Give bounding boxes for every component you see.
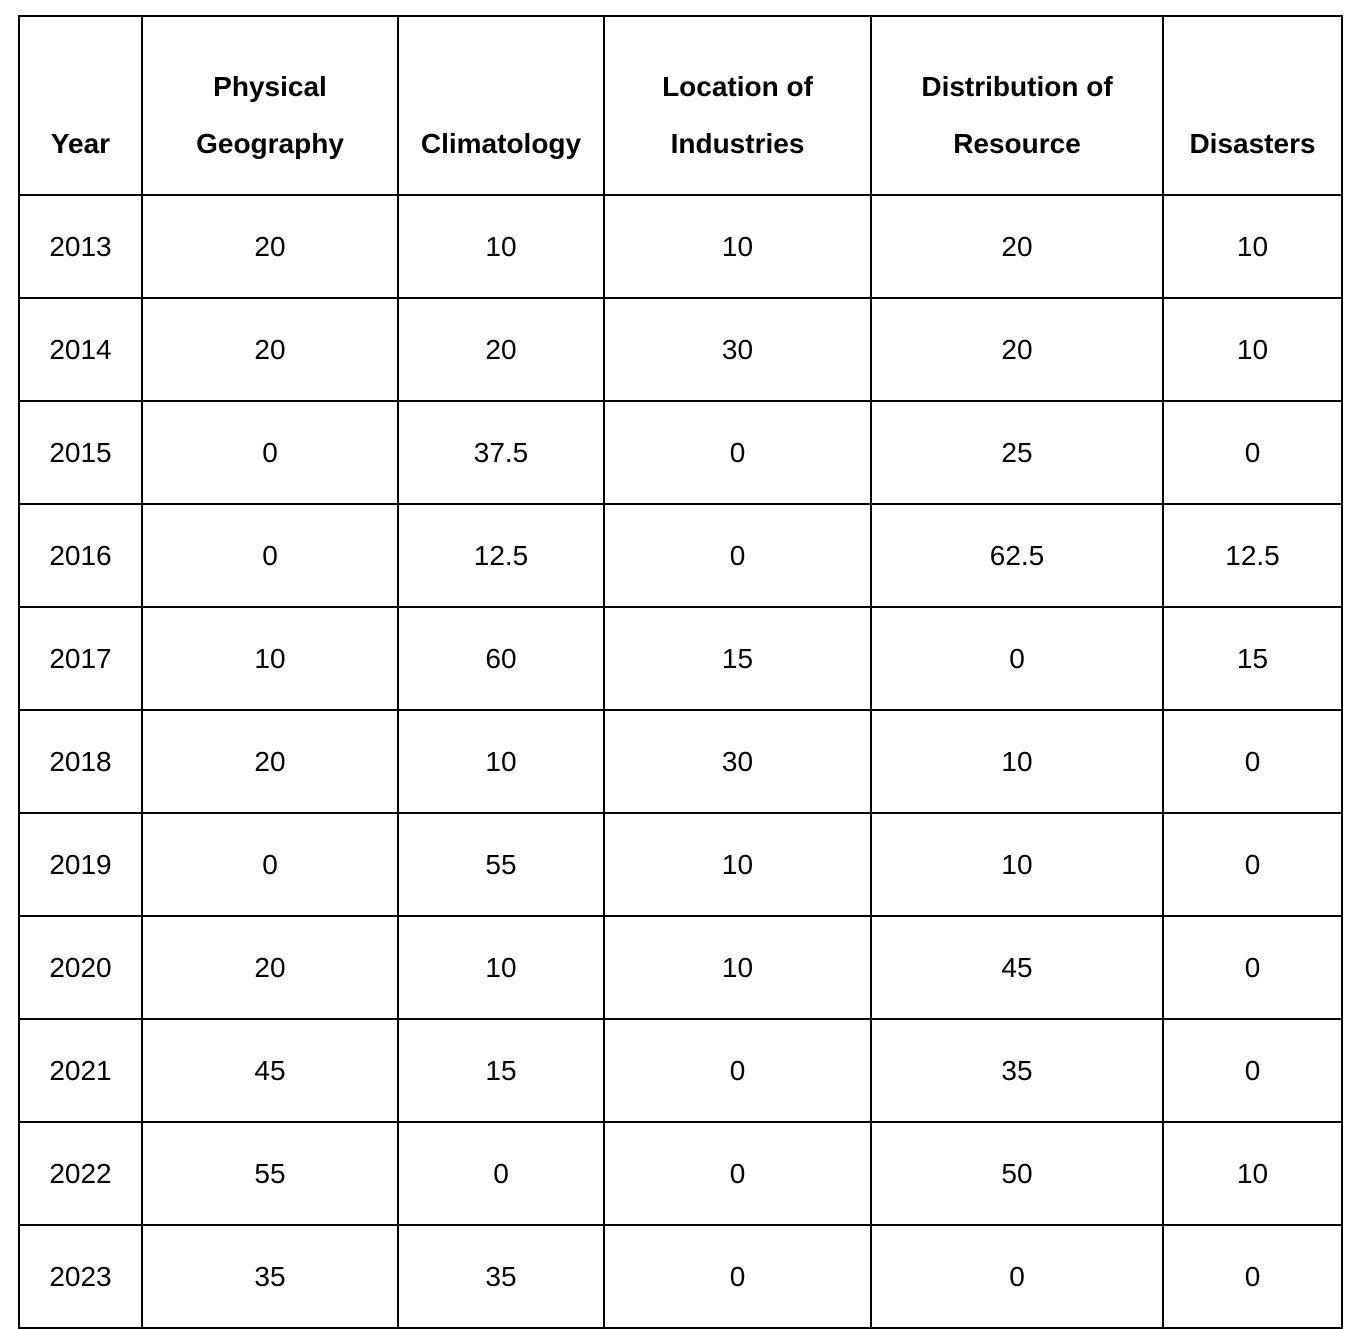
table-header (19, 16, 1342, 195)
cell-physical-geography: 0 (142, 401, 398, 504)
cell-disasters: 10 (1163, 298, 1342, 401)
cell-climatology: 20 (398, 298, 604, 401)
table-row (19, 504, 1342, 607)
cell-location-of-industries: 10 (604, 813, 871, 916)
data-table (18, 15, 1343, 1329)
cell-disasters: 15 (1163, 607, 1342, 710)
cell-disasters: 0 (1163, 1225, 1342, 1328)
header-disasters-line: Disasters (1189, 128, 1316, 159)
cell-location-of-industries: 15 (604, 607, 871, 710)
header-year (19, 16, 142, 195)
cell-year: 2022 (19, 1122, 142, 1225)
cell-year: 2020 (19, 916, 142, 1019)
cell-physical-geography: 35 (142, 1225, 398, 1328)
cell-disasters: 0 (1163, 710, 1342, 813)
cell-climatology: 10 (398, 195, 604, 298)
cell-distribution-of-resource: 50 (871, 1122, 1163, 1225)
cell-location-of-industries: 0 (604, 504, 871, 607)
cell-year: 2019 (19, 813, 142, 916)
cell-distribution-of-resource: 10 (871, 710, 1163, 813)
cell-physical-geography: 45 (142, 1019, 398, 1122)
cell-location-of-industries: 0 (604, 1019, 871, 1122)
table-row (19, 195, 1342, 298)
header-climatology-line: Climatology (420, 128, 582, 159)
table-row (19, 1225, 1342, 1328)
cell-physical-geography: 20 (142, 195, 398, 298)
cell-distribution-of-resource: 25 (871, 401, 1163, 504)
cell-location-of-industries: 10 (604, 195, 871, 298)
header-physical-geography-line-2: Geography (196, 128, 344, 159)
table-row (19, 1122, 1342, 1225)
cell-climatology: 15 (398, 1019, 604, 1122)
header-physical-geography-line-1: Physical (213, 71, 327, 102)
cell-disasters: 0 (1163, 1019, 1342, 1122)
header-year-line: Year (50, 128, 111, 159)
cell-disasters: 10 (1163, 1122, 1342, 1225)
cell-location-of-industries: 0 (604, 401, 871, 504)
cell-year: 2021 (19, 1019, 142, 1122)
cell-year: 2017 (19, 607, 142, 710)
header-distribution-of-resource (871, 16, 1163, 195)
cell-physical-geography: 0 (142, 504, 398, 607)
table-row (19, 607, 1342, 710)
cell-climatology: 10 (398, 916, 604, 1019)
header-distribution-of-resource-line-2: Resource (953, 128, 1081, 159)
table-row (19, 1019, 1342, 1122)
header-physical-geography (142, 16, 398, 195)
cell-physical-geography: 20 (142, 916, 398, 1019)
cell-year: 2018 (19, 710, 142, 813)
cell-location-of-industries: 0 (604, 1225, 871, 1328)
cell-disasters: 0 (1163, 813, 1342, 916)
cell-disasters: 0 (1163, 401, 1342, 504)
cell-disasters: 10 (1163, 195, 1342, 298)
header-row (19, 16, 1342, 195)
cell-distribution-of-resource: 35 (871, 1019, 1163, 1122)
cell-year: 2023 (19, 1225, 142, 1328)
header-location-of-industries-line-2: Industries (670, 128, 805, 159)
cell-distribution-of-resource: 62.5 (871, 504, 1163, 607)
cell-location-of-industries: 10 (604, 916, 871, 1019)
table-row (19, 710, 1342, 813)
cell-physical-geography: 10 (142, 607, 398, 710)
cell-distribution-of-resource: 45 (871, 916, 1163, 1019)
cell-location-of-industries: 30 (604, 710, 871, 813)
table-row (19, 298, 1342, 401)
header-location-of-industries-line-1: Location of (662, 71, 813, 102)
cell-physical-geography: 0 (142, 813, 398, 916)
cell-climatology: 60 (398, 607, 604, 710)
cell-distribution-of-resource: 0 (871, 607, 1163, 710)
table-row (19, 813, 1342, 916)
cell-disasters: 0 (1163, 916, 1342, 1019)
cell-year: 2013 (19, 195, 142, 298)
cell-year: 2016 (19, 504, 142, 607)
header-climatology (398, 16, 604, 195)
header-disasters (1163, 16, 1342, 195)
cell-year: 2015 (19, 401, 142, 504)
cell-climatology: 37.5 (398, 401, 604, 504)
cell-location-of-industries: 30 (604, 298, 871, 401)
cell-distribution-of-resource: 10 (871, 813, 1163, 916)
header-distribution-of-resource-line-1: Distribution of (921, 71, 1113, 102)
cell-climatology: 12.5 (398, 504, 604, 607)
cell-location-of-industries: 0 (604, 1122, 871, 1225)
cell-distribution-of-resource: 0 (871, 1225, 1163, 1328)
cell-year: 2014 (19, 298, 142, 401)
table-row (19, 401, 1342, 504)
header-location-of-industries (604, 16, 871, 195)
cell-climatology: 0 (398, 1122, 604, 1225)
table-row (19, 916, 1342, 1019)
cell-physical-geography: 55 (142, 1122, 398, 1225)
cell-distribution-of-resource: 20 (871, 195, 1163, 298)
cell-climatology: 35 (398, 1225, 604, 1328)
cell-physical-geography: 20 (142, 710, 398, 813)
cell-distribution-of-resource: 20 (871, 298, 1163, 401)
cell-physical-geography: 20 (142, 298, 398, 401)
cell-climatology: 10 (398, 710, 604, 813)
cell-climatology: 55 (398, 813, 604, 916)
cell-disasters: 12.5 (1163, 504, 1342, 607)
table-body (19, 195, 1342, 1328)
